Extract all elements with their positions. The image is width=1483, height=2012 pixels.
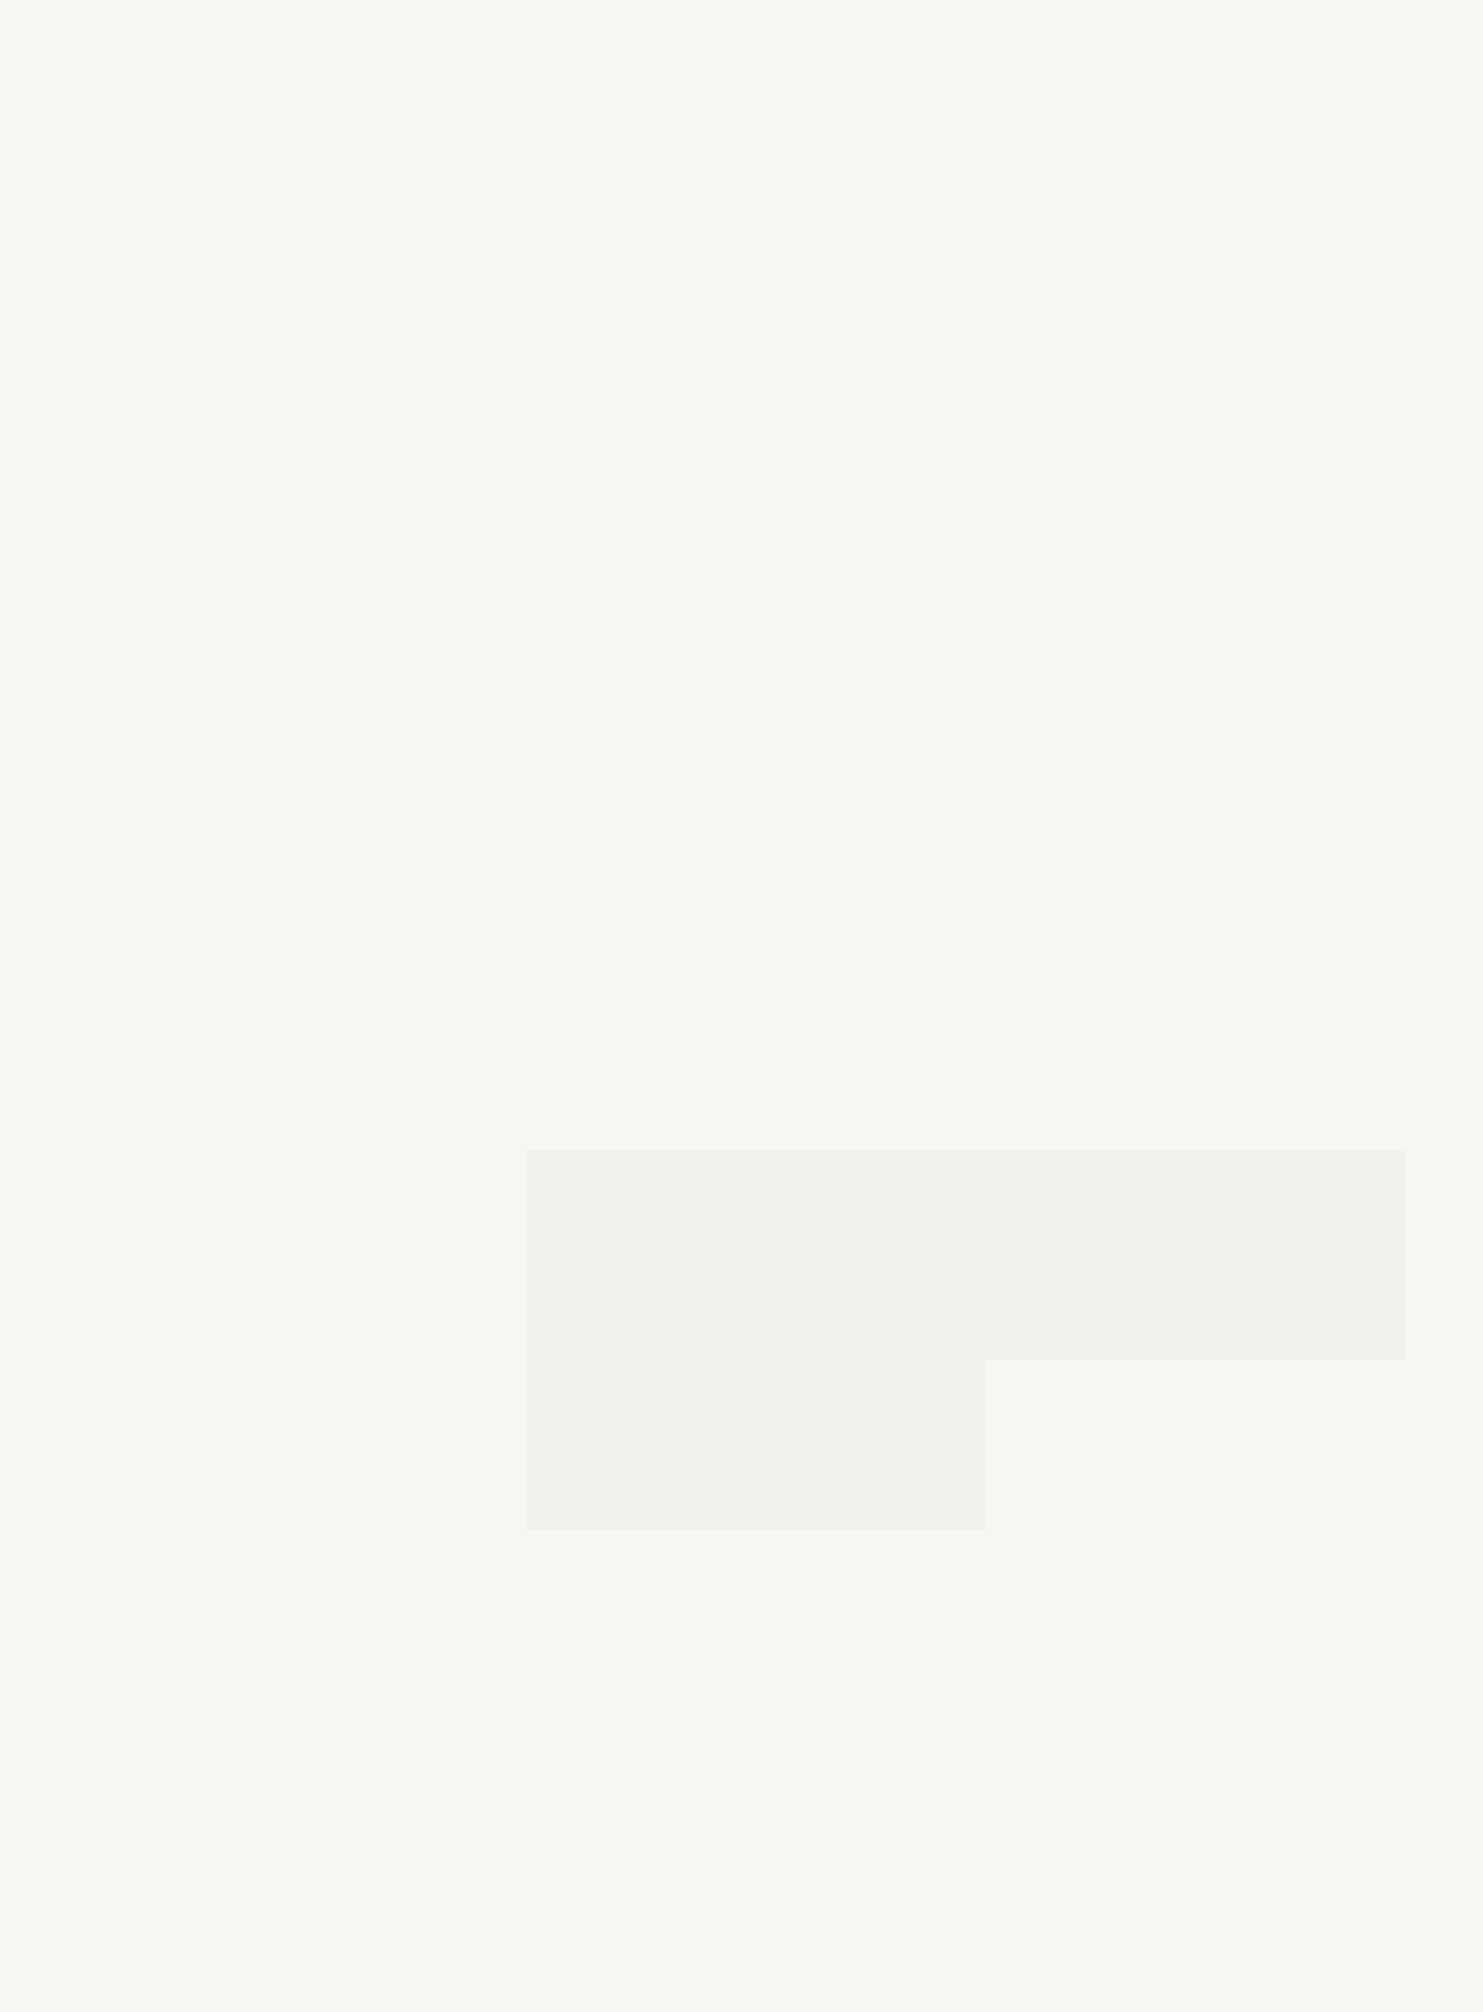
figure-25-svg (55, 805, 475, 1240)
figure-28v-diagram (460, 1620, 600, 1835)
figure-27-diagram (1040, 805, 1410, 1225)
figure-26-svg (626, 811, 834, 1254)
running-header (723, 78, 1423, 128)
figure-27-svg (1040, 805, 1410, 1225)
figure-25-diagram (55, 805, 475, 1240)
figure-28a-diagram (62, 1615, 242, 1835)
figure-28v-svg (460, 1620, 600, 1835)
figure-29-diagram (978, 1408, 1188, 1838)
figure-28g-svg (755, 1385, 955, 1835)
figure-28b-diagram (262, 1615, 432, 1835)
figure-28b-svg (262, 1615, 432, 1835)
figure-28-photo (163, 1355, 599, 1527)
figure-29-svg (978, 1408, 1188, 1838)
figure-29a-svg (1200, 1408, 1420, 1838)
figure-28a-svg (62, 1615, 242, 1835)
figure-29a-diagram (1200, 1408, 1420, 1838)
figure-26-photo (626, 811, 834, 1254)
figure-28-svg (163, 1355, 599, 1527)
figure-28g-diagram (755, 1385, 955, 1835)
